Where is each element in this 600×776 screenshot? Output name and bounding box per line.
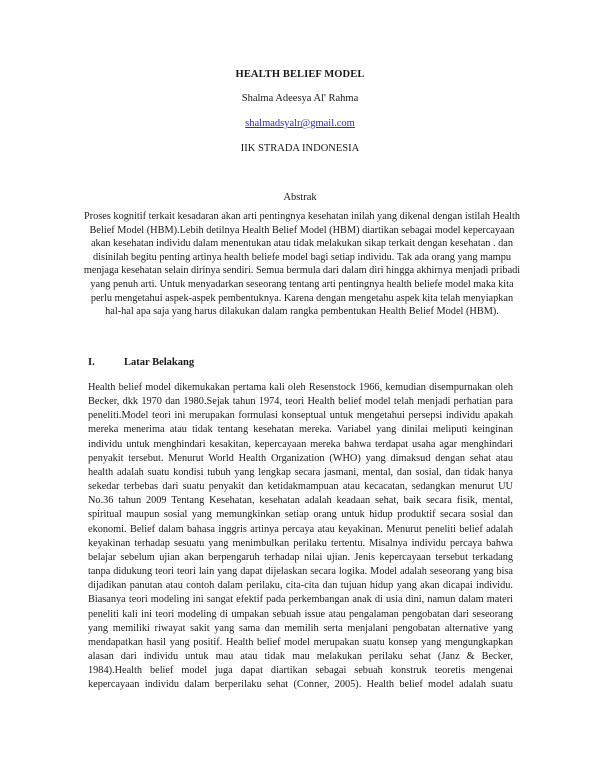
body-line: Biasanya teori modeling ini sangat efektif pada perkembangan anak di usia dini, namun dalam materi	[88, 594, 513, 606]
body-line: health adalah suatu kondisi tubuh yang lengkap secara jasmani, mental, dan sosial, dan tidak hanya	[88, 466, 513, 478]
body-line: alasan dari individu untuk mau atau tidak mau melakukan perilaku sehat (Janz & Becker,	[88, 650, 513, 662]
abstract-line: akan kesehatan individu dalam menentukan atau tidak melakukan sikap terkait dengan kesehatan . dan	[90, 238, 514, 250]
body-line: 1984).Health belief model juga dapat diartikan sebagai sebuah konstruk teoretis mengenai	[88, 665, 513, 677]
abstract-line: Belief Model (HBM).Lebih detilnya Health Belief Model (HBM) diartikan sebagai model kepercayaan	[89, 224, 515, 236]
email-link[interactable]: shalmadsyalr@gmail.com	[245, 118, 355, 129]
body-line: sekedar terbebas dari suatu penyakit dan ketidakmampuan atau kecacatan, sedangkan menurut UU	[88, 481, 513, 493]
body-line: ekonomi. Belief dalam bahasa inggris artinya percaya atau keyakinan. Menurut peneliti belief adalah	[88, 523, 513, 535]
section-body	[88, 381, 513, 692]
body-line: spiritual maupun sosial yang memungkinkan setiap orang untuk hidup produktif secara sosial dan	[88, 509, 513, 521]
body-line: keyakinan terhadap sesuatu yang menimbulkan perilaku tertentu. Misalnya individu percaya bahwa	[88, 537, 513, 549]
abstract-heading: Abstrak	[283, 192, 317, 203]
body-line: penyakit tersebut. Menurut World Health Organization (WHO) yang dimaksud dengan sehat atau	[88, 452, 513, 464]
body-line: belajar sebelum ujian akan berpengaruh terhadap nilai ujian. Jenis kepercayaan tersebut terkadang	[88, 551, 513, 563]
abstract-body	[76, 210, 528, 319]
author-email	[0, 118, 600, 129]
body-line: mendapatkan hasil yang positif. Health belief model merupakan suatu konsep yang mengungkapkan	[88, 636, 513, 648]
affiliation: IIK STRADA INDONESIA	[240, 143, 360, 154]
body-line: peneliti.Model teori ini merupakan formulasi konseptual untuk mengetahui persepsi individu apakah	[88, 410, 513, 422]
author-name: Shalma Adeesya Al' Rahma	[241, 93, 359, 104]
body-line: Health belief model dikemukakan pertama kali oleh Resenstock 1966, kemudian disempurnakan oleh	[88, 382, 513, 393]
body-line: kepercayaan individu dalam berperilaku sehat (Conner, 2005). Health belief model adalah suatu	[88, 679, 513, 691]
body-line: Becker, dkk 1970 dan 1980.Sejak tahun 1974, teori Health belief model telah menjadi perhatian para	[88, 396, 513, 408]
body-line: No.36 tahun 2009 Tentang Kesehatan, kesehatan adalah keadaan sehat, baik secara fisik, mental,	[88, 495, 513, 507]
body-line: yang memiliki riwayat sakit yang sama dan memilih serta menjalani pengobatan alternative yang	[88, 622, 513, 634]
section-number: I.	[88, 357, 95, 368]
abstract-line: disinilah begitu penting artinya health beliefe model bagi setiap individu. Tak ada orang yang mampu	[92, 251, 511, 263]
body-line: mereka menerima atau tidak tentang kesehatan mereka. Variabel yang dinilai meliputi keinginan	[88, 424, 513, 436]
abstract-line: hal-hal apa saja yang harus dilakukan dalam rangka pembentukan Health Belief Model (HBM).	[105, 306, 499, 318]
body-line: individu untuk menghindari kesakitan, kepercayaan mereka bahwa terdapat usaha agar menghindari	[88, 438, 513, 450]
abstract-line: perlu mengetahui aspek-aspek pembentuknya. Karena dengan mengetahu aspek kita telah menyiapkan	[90, 292, 514, 304]
section-heading	[88, 357, 194, 368]
abstract-line: Proses kognitif terkait kesadaran akan arti pentingnya kesehatan inilah yang dikenal dengan istilah Health	[83, 211, 521, 222]
body-line: peneliti kali ini teori modeling di umpakan sebuah issue atau pengalaman pengobatan dari seseorang	[88, 608, 513, 620]
body-line: dijadikan panutan atau contoh dalam perilaku, cita-cita dan tujuan hidup yang akan dicapai individu.	[88, 580, 513, 592]
abstract-line: menjaga kesehatan selain dirinya sendiri. Semua bermula dari dalam diri hingga akhirnya menjadi pribadi	[83, 265, 521, 277]
section-title: Latar Belakang	[124, 357, 195, 368]
paper-title: HEALTH BELIEF MODEL	[235, 69, 365, 80]
body-line: tanpa didukung teori teori lain yang dapat dijelaskan secara logika. Model adalah seseorang yang bisa	[88, 566, 513, 578]
abstract-line: yang penuh arti. Untuk menyadarkan seseorang tentang arti pentingnya health beliefe model maka kita	[90, 278, 514, 290]
